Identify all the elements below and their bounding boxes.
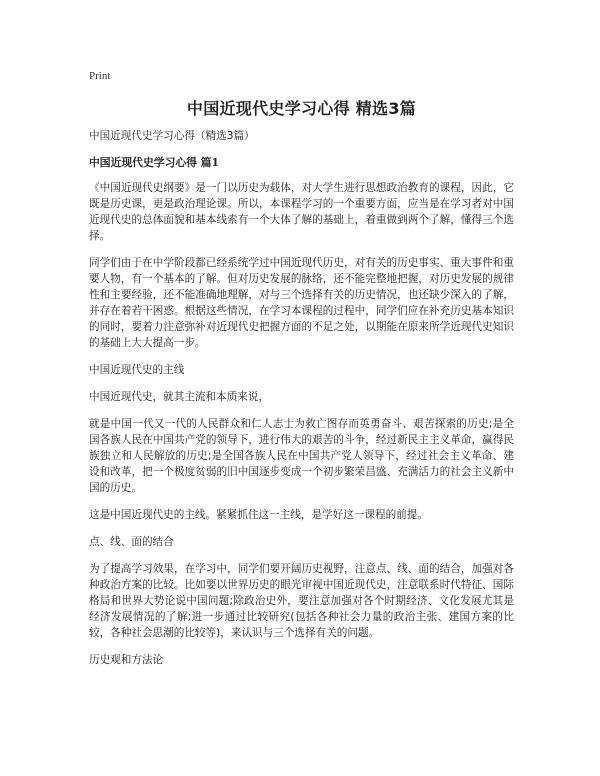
document-subtitle: 中国近现代史学习心得（精选3篇） (89, 130, 255, 142)
paragraph-4: 就是中国一代又一代的人民群众和仁人志士为救亡图存而英勇奋斗、艰苦探索的历史;是全国各族人民在中国共产党的领导下，进行伟大的艰苦的斗争，经过新民主主义革命，赢得民族独立和人民解放的历史;是全国各族人民在中国共产党人领导下，经过社会主义革命、建设和改革，把一个极度贫弱的旧中国逐步变成一个初步繁荣昌盛、充满活力的社会主义新中国的历史。 (89, 418, 514, 494)
paragraph-1: 《中国近现代史纲要》是一门以历史为载体，对大学生进行思想政治教育的课程，因此，它既是历史课，更是政治理论课。所以，本课程学习的一个重要方面，应当是在学习者对中国近现代史的总体面貌和基本线索有一个大体了解的基础上，着重做到两个了解，懂得三个选择。 (89, 182, 514, 242)
paragraph-6: 为了提高学习效果，在学习中，同学们要开阔历史视野，注意点、线、面的结合，加强对各种政治方案的比较。比如要以世界历史的眼光审视中国近现代史，注意联系时代特征、国际格局和世界大势论说中国问题;除政治史外，要注意加强对各个时期经济、文化发展尤其是经济发展情况的了解;进一步通过比较研究(包括各种社会力量的政治主张、建国方案的比较，各种社会思潮的比较等)，来认识与三个选择有关的问题。 (89, 563, 514, 639)
paragraph-3: 中国近现代史，就其主流和本质来说， (89, 391, 270, 403)
print-link[interactable]: Print (89, 70, 111, 82)
section-title-main-line: 中国近现代史的主线 (89, 364, 185, 376)
document-body (89, 128, 514, 679)
paragraph-5: 这是中国近现代史的主线。紧紧抓住这一主线，是学好这一课程的前提。 (89, 509, 428, 521)
section-title-methodology: 历史观和方法论 (89, 654, 164, 666)
section-title-point-line-surface: 点、线、面的结合 (89, 536, 174, 548)
paragraph-2: 同学们由于在中学阶段都已经系统学过中国近现代历史，对有关的历史事实、重大事件和重要人物，有一个基本的了解。但对历史发展的脉络，还不能完整地把握，对历史发展的规律性和主要经验，还不能准确地理解，对与三个选择有关的历史情况，也还缺少深入的了解，并存在着若干困惑。根据这些情况，在学习本课程的过程中，同学们应在补充历史基本知识的同时，要着力注意弥补对近现代史把握方面的不足之处，以期能在原来所学近现代史知识的基础上大大提高一步。 (89, 257, 514, 349)
section-heading: 中国近现代史学习心得 篇1 (89, 156, 220, 169)
page-title: 中国近现代史学习心得 精选3篇 (186, 99, 417, 118)
